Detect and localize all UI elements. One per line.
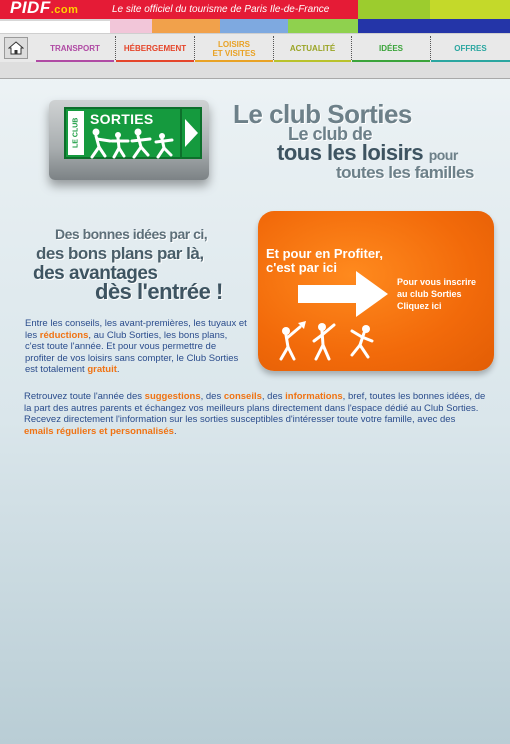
title-pour-text: pour bbox=[428, 147, 458, 163]
nav-hebergement[interactable] bbox=[116, 34, 194, 63]
title-club-de: Le club de bbox=[288, 124, 373, 144]
cta-line-2: au club Sorties bbox=[397, 289, 462, 299]
club-sorties-sign bbox=[49, 100, 209, 180]
banner-stripe bbox=[152, 19, 220, 33]
running-family-icon bbox=[88, 127, 180, 159]
nav-label: LOISIRS ET VISITES bbox=[212, 39, 256, 58]
banner-stripe bbox=[220, 19, 288, 33]
big-arrow-icon bbox=[298, 269, 390, 319]
body-text: Recevez directement l'information sur les sorties susceptibles d'intéresser toute votre famille, avec des bbox=[24, 414, 456, 426]
body-paragraph bbox=[24, 391, 486, 437]
banner-stripe bbox=[110, 19, 152, 33]
main-nav bbox=[0, 33, 510, 62]
sub-nav-bar bbox=[0, 62, 510, 79]
signup-link[interactable] bbox=[397, 276, 476, 312]
card-heading-line-2: c'est par ici bbox=[266, 260, 338, 275]
top-banner bbox=[0, 0, 510, 33]
intro-text: . bbox=[116, 364, 120, 376]
intro-paragraph bbox=[25, 318, 247, 376]
nav-label: OFFRES bbox=[454, 44, 487, 53]
logo-suffix: .com bbox=[50, 4, 79, 16]
site-tagline: Le site officiel du tourisme de Paris Ile-de-France bbox=[112, 4, 330, 15]
sign-arrow-panel bbox=[180, 107, 202, 159]
nav-idees[interactable] bbox=[352, 34, 430, 63]
body-highlight-informations: informations bbox=[285, 391, 343, 402]
title-loisirs-text: tous les loisirs bbox=[277, 140, 424, 165]
slogan-line-2: des bons plans par là, bbox=[36, 244, 204, 263]
body-highlight-conseils: conseils bbox=[223, 391, 262, 402]
home-icon bbox=[8, 41, 24, 55]
people-figures-icon bbox=[272, 319, 382, 363]
slogan-line-3: des avantages bbox=[33, 263, 158, 284]
body-text: . bbox=[173, 425, 177, 437]
nav-loisirs[interactable] bbox=[195, 34, 273, 63]
slogan-line-4: dès l'entrée ! bbox=[95, 279, 223, 304]
body-text: Retrouvez toute l'année des bbox=[24, 391, 145, 402]
site-logo[interactable] bbox=[10, 0, 78, 18]
card-heading-line-1: Et pour en Profiter, bbox=[266, 246, 384, 261]
arrow-right-icon bbox=[182, 109, 200, 157]
nav-label: ACTUALITÉ bbox=[289, 44, 336, 53]
intro-text: , au Club Sorties, les bons plans, c'est toute l'année. Et pour vous permettre de profiter de vos loisirs sans compter, le Club Sorties est totalement bbox=[25, 329, 239, 376]
nav-actualite[interactable] bbox=[274, 34, 351, 63]
nav-offres[interactable] bbox=[431, 34, 510, 63]
intro-highlight-gratuit: gratuit bbox=[87, 364, 117, 376]
body-highlight-emails: emails réguliers et personnalisés bbox=[24, 425, 174, 437]
logo-text: PIDF bbox=[10, 0, 51, 17]
body-text: , bref, toutes les bonnes idées, de la part des autres parents et échangez vos meilleurs plans directement dans l'espace dédié au Club Sorties. bbox=[24, 391, 486, 414]
banner-stripe bbox=[358, 19, 510, 33]
body-highlight-suggestions: suggestions bbox=[144, 391, 201, 402]
nav-label: IDÉES bbox=[378, 44, 403, 53]
sign-panel bbox=[64, 107, 182, 159]
banner-stripe bbox=[0, 19, 110, 21]
signup-card[interactable] bbox=[258, 211, 494, 371]
title-club-sorties: Le club Sorties bbox=[233, 99, 412, 129]
sign-word: SORTIES bbox=[90, 111, 154, 127]
nav-label: TRANSPORT bbox=[50, 44, 100, 53]
intro-text: Entre les conseils, les avant-premières, les tuyaux et les bbox=[25, 318, 247, 341]
slogan-line-1: Des bonnes idées par ci, bbox=[55, 226, 208, 242]
banner-stripe bbox=[288, 19, 358, 33]
nav-label: HÉBERGEMENT bbox=[123, 44, 187, 53]
home-button[interactable] bbox=[4, 37, 28, 59]
nav-transport[interactable] bbox=[36, 34, 114, 63]
intro-highlight-reductions: réductions bbox=[39, 329, 89, 341]
body-text: , des bbox=[200, 391, 224, 402]
title-toutes-les-familles: toutes les familles bbox=[336, 163, 474, 182]
banner-yellow-block bbox=[430, 0, 510, 19]
body-text: , des bbox=[261, 391, 286, 402]
cta-line-1: Pour vous inscrire bbox=[397, 277, 477, 287]
cta-line-3: Cliquez ici bbox=[397, 301, 442, 311]
banner-stripe bbox=[0, 19, 110, 33]
sign-vertical-label: LE CLUB bbox=[68, 111, 84, 155]
